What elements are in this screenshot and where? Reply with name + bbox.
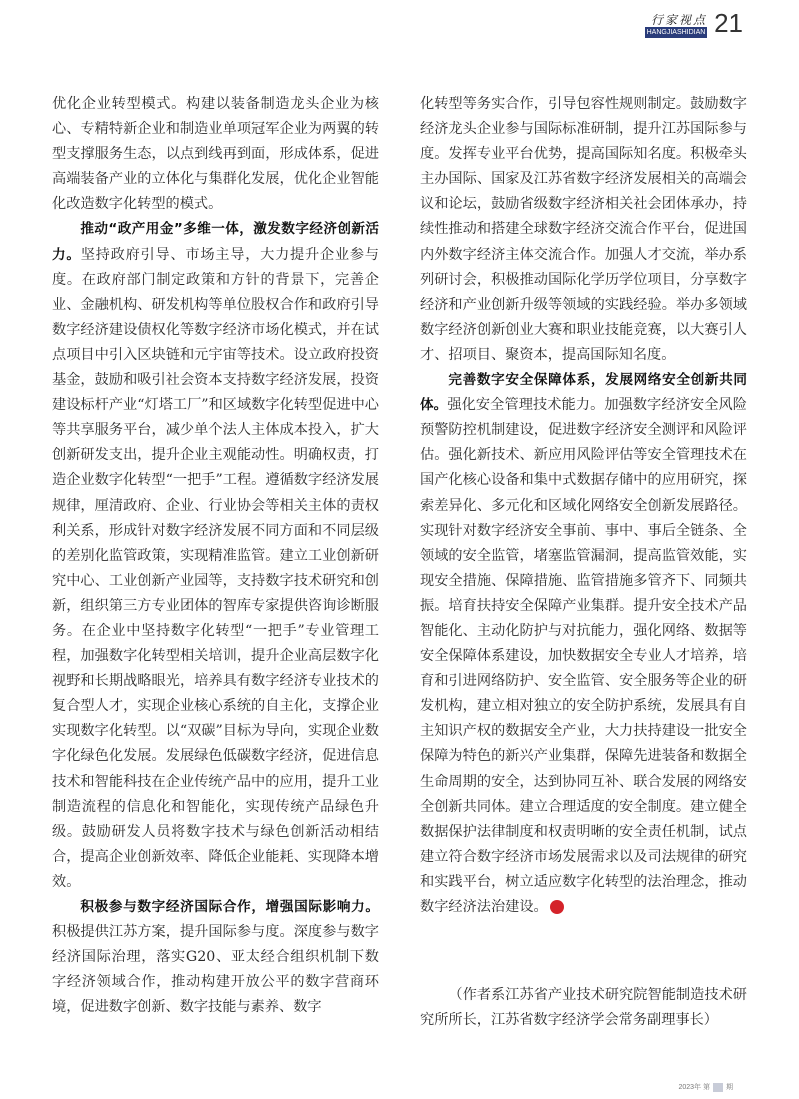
paragraph-body: 积极提供江苏方案，提升国际参与度。深度参与数字经济国际治理，落实G20、亚太经合组织机制下数字经济领域合作，推动构建开放公平的数字营商环境，促进数字创新、数字技能与素养、数字 — [52, 924, 379, 1016]
page-footer — [678, 1082, 733, 1092]
paragraph-body: 坚持政府引导、市场主导，大力提升企业参与度。在政府部门制定政策和方针的背景下，完善企业、金融机构、研发机构等单位股权合作和政府引导数字经济建设债权化等数字经济市场化模式，并在试点项目中引入区块链和元宇宙等技术。设立政府投资基金，鼓励和吸引社会资本支持数字经济发展，投资建设标杆产业“灯塔工厂”和区域数字化转型促进中心等共享服务平台，减少单个法人主体成本投入，扩大创新研发支出，提升企业主观能动性。明确权责，打造企业数字化转型“一把手”工程。遵循数字经济发展规律，厘清政府、企业、行业协会等相关主体的责权利关系，形成针对数字经济发展不同方面和不同层级的差别化监管政策，实现精准监管。建立工业创新研究中心、工业创新产业园等，支持数字技术研究和创新，组织第三方专业团体的智库专家提供咨询诊断服务。在企业中坚持数字化转型“一把手”专业管理工程，加强数字化转型相关培训，提升企业高层数字化视野和长期战略眼光，培养具有数字经济专业技术的复合型人才，实现企业核心系统的自主化，支撑企业实现数字化转型。以“双碳”目标为导向，实现企业数字化绿色化发展。发展绿色低碳数字经济，促进信息技术和智能科技在企业传统产品中的应用，提升工业制造流程的信息化和智能化，实现传统产品绿色升级。鼓励研发人员将数字技术与绿色创新活动相结合，提高企业创新效率、降低企业能耗、实现降本增效。 — [52, 246, 379, 890]
paragraph: 化转型等务实合作，引导包容性规则制定。鼓励数字经济龙头企业参与国际标准研制，提升江苏国际参与度。发挥专业平台优势，提高国际知名度。积极牵头主办国际、国家及江苏省数字经济发展相关的高端会议和论坛，鼓励省级数字经济相关社会团体承办，持续性推动和搭建全球数字经济交流合作平台，促进国内外数字经济主体交流合作。加强人才交流，举办系列研讨会，积极推动国际化学历学位项目，分享数字经济和产业创新升级等领域的实践经验。举办多领域数字经济创新创业大赛和职业技能竞赛，以大赛引人才、招项目、聚资本，提高国际知名度。 — [420, 96, 747, 363]
footer-issue-suffix: 期 — [726, 1084, 733, 1091]
paragraph — [420, 368, 747, 920]
author-note — [420, 983, 747, 1033]
paragraph: 优化企业转型模式。构建以装备制造龙头企业为核心、专精特新企业和制造业单项冠军企业为两翼的转型支撑服务生态，以点到线再到面，形成体系，促进高端装备产业的立体化与集群化发展，优化企业智能化改造数字化转型的模式。 — [52, 96, 379, 213]
section-title: 行家视点 — [650, 13, 707, 27]
paragraph-heading: 完善数字安全保障体系，发展网络安全创新共同体。 — [420, 372, 747, 414]
page-number: 21 — [714, 8, 743, 38]
end-mark-icon: ℗ — [550, 900, 564, 914]
section-title-en: HANGJIASHIDIAN — [646, 29, 706, 36]
footer-year: 2023年 第 — [678, 1084, 710, 1091]
paragraph-heading: 积极参与数字经济国际合作，增强国际影响力。 — [80, 899, 379, 915]
issue-number-box — [713, 1083, 723, 1092]
page-header — [599, 8, 799, 48]
paragraph — [52, 895, 379, 1020]
paragraph-heading: 推动“政产用金”多维一体，激发数字经济创新活力。 — [52, 221, 379, 263]
paragraph-body: 强化安全管理技术能力。加强数字经济安全风险预警防控机制建设，促进数字经济安全测评和风险评估。强化新技术、新应用风险评估等安全管理技术在国产化核心设备和集中式数据存储中的应用研究，探索差异化、多元化和区域化网络安全创新发展路径。实现针对数字经济安全事前、事中、事后全链条、全领域的安全监管，堵塞监管漏洞，提高监管效能，实现安全措施、保障措施、监管措施多管齐下、同频共振。培育扶持安全保障产业集群。提升安全技术产品智能化、主动化防护与对抗能力，强化网络、数据等安全保障体系建设，加快数据安全专业人才培养，培育和引进网络防护、安全监管、安全服务等企业的研发机构，建立相对独立的安全防护系统，发展具有自主知识产权的数据安全产业，大力扶持建设一批安全保障为特色的新兴产业集群，保障先进装备和数据全生命周期的安全，达到协同互补、联合发展的网络安全创新共同体。建立合理适度的安全制度。建立健全数据保护法律制度和权责明晰的安全责任机制，试点建立符合数字经济市场发展需求以及司法规律的研究和实践平台，树立适应数字化转型的法治理念，推动数字经济法治建设。 — [420, 397, 747, 915]
left-column — [52, 92, 379, 1020]
author-note-text: （作者系江苏省产业技术研究院智能制造技术研究所所长，江苏省数字经济学会常务副理事长） — [420, 987, 747, 1029]
paragraph — [52, 217, 379, 895]
right-column — [420, 92, 747, 920]
